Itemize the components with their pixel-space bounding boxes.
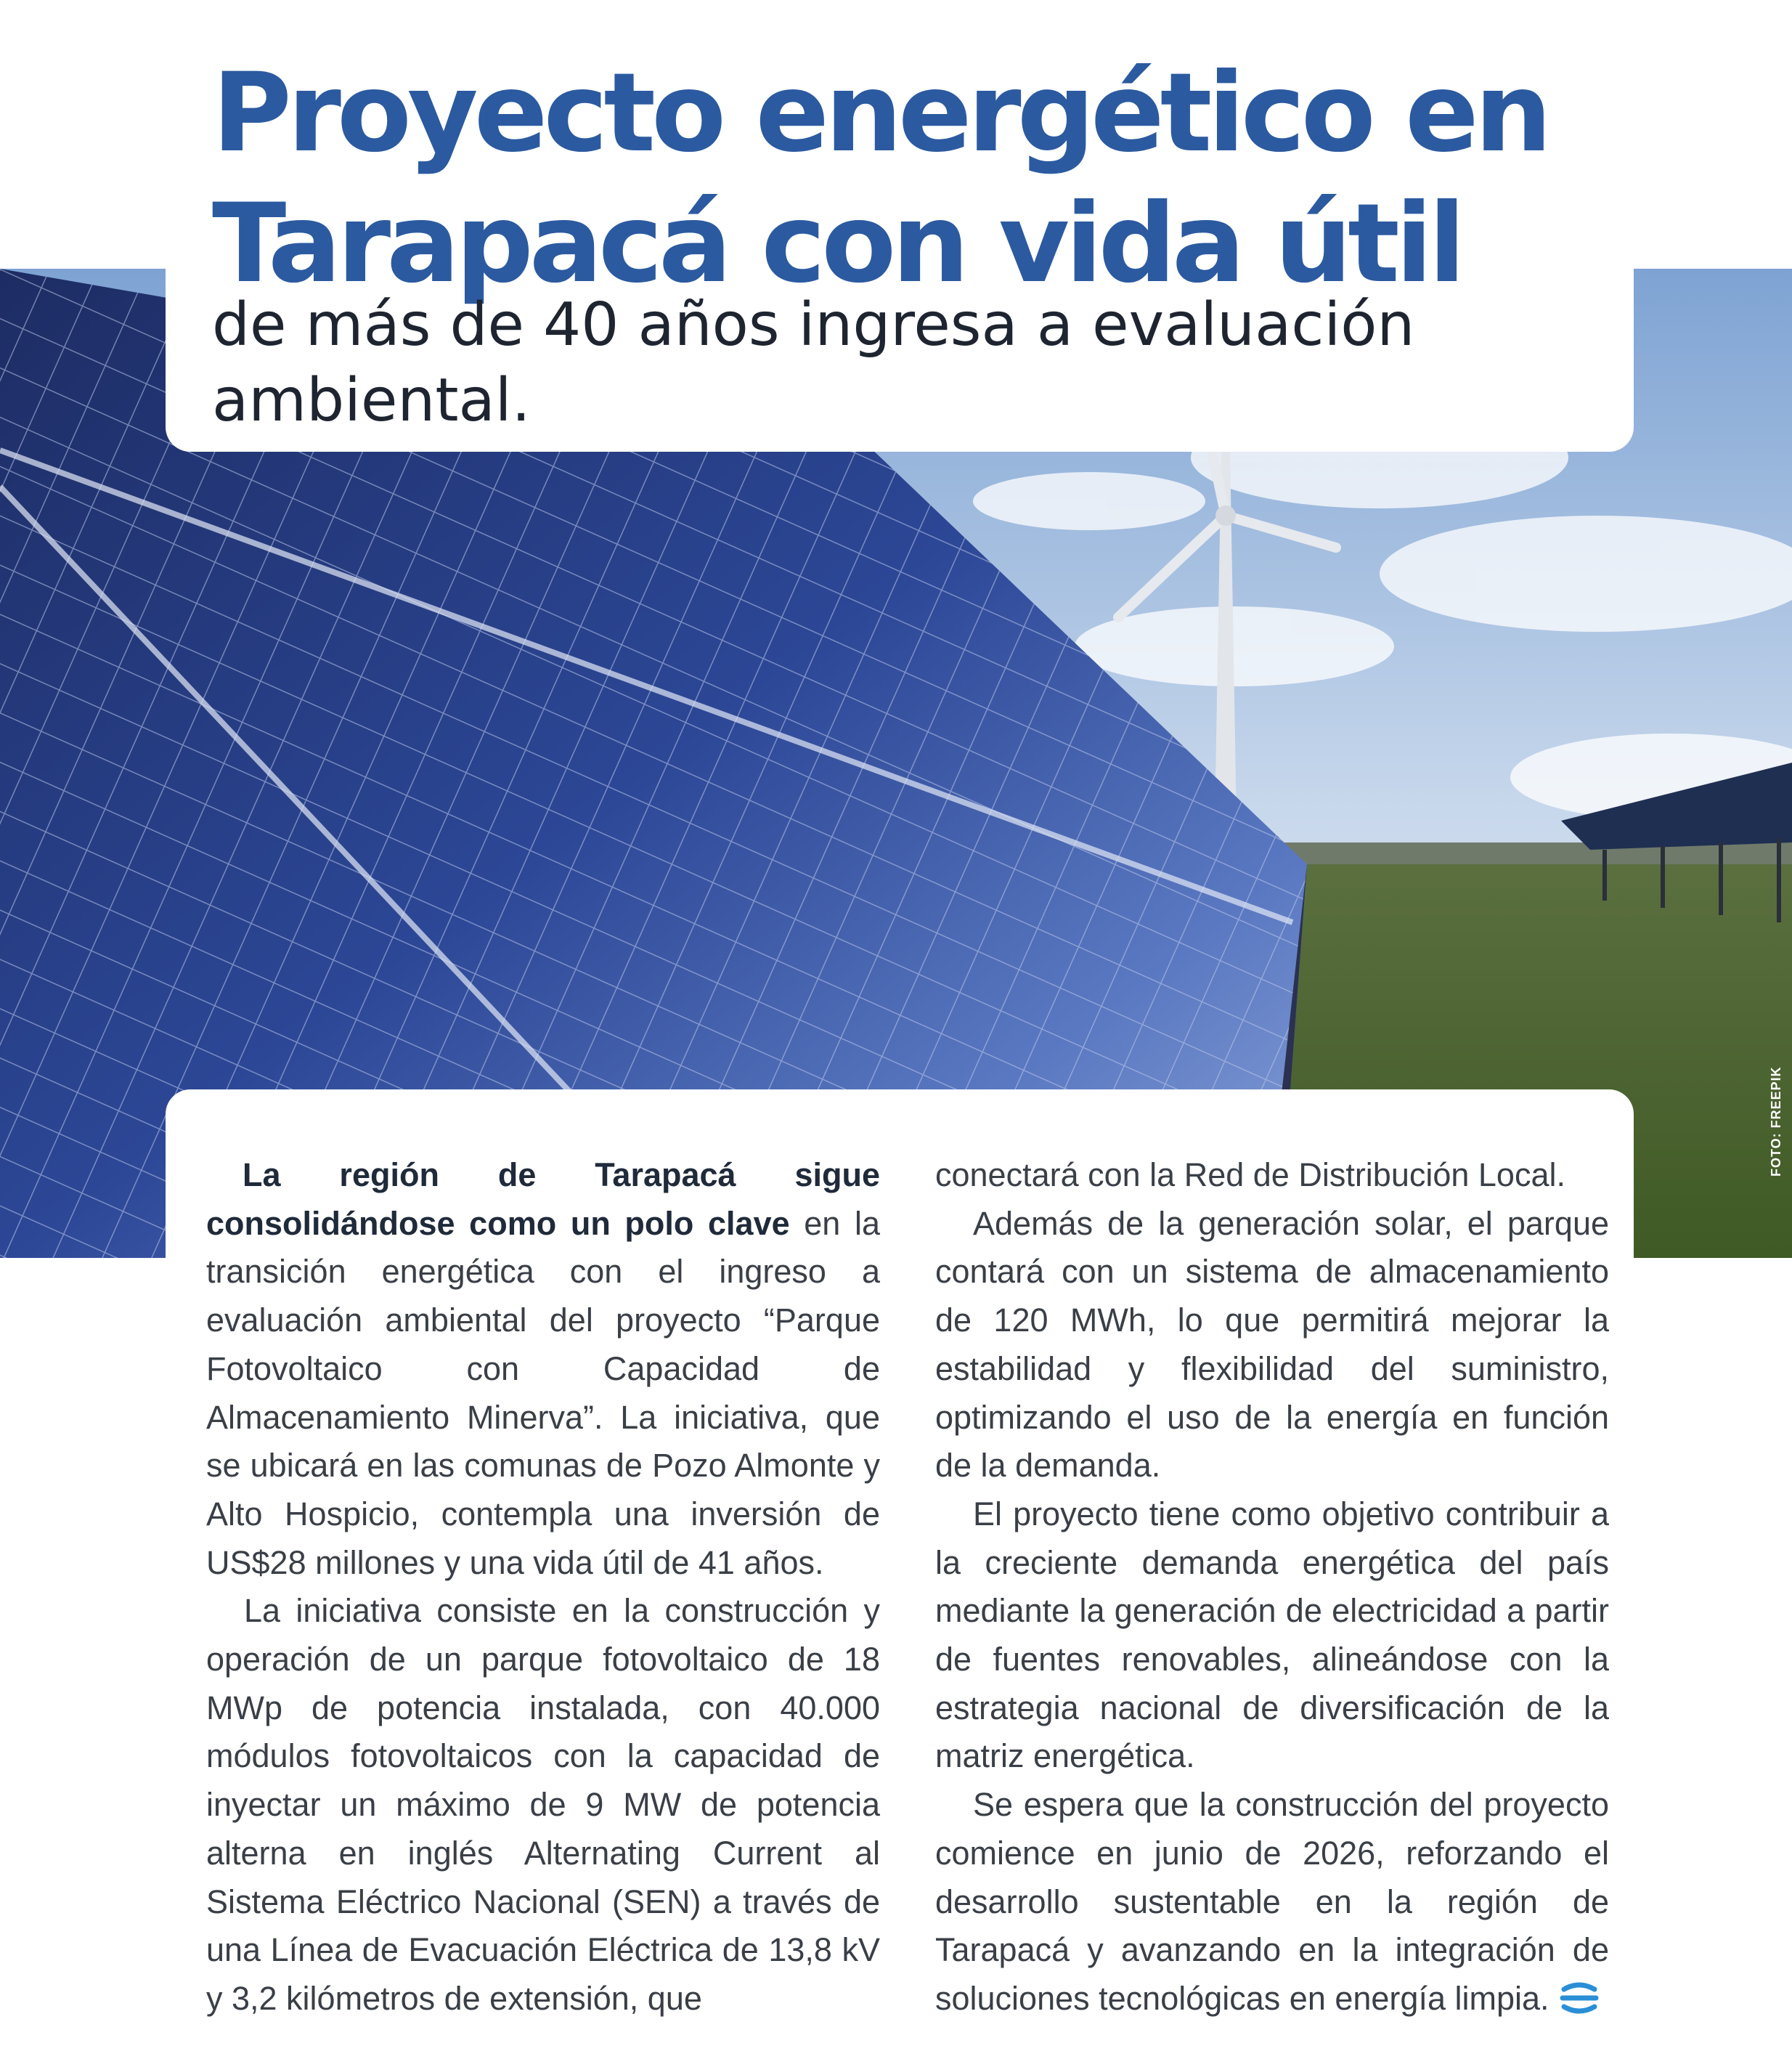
paragraph-5 bbox=[935, 1781, 1609, 2023]
article-column-left bbox=[206, 1151, 880, 2023]
paragraph-1 bbox=[206, 1151, 880, 1587]
paragraph-5-text: Se espera que la construcción del proyecto comience en junio de 2026, reforzando el desarrollo sustentable en la región de Tarapacá y avanzando en la integración de soluciones tecnológicas en energía limpia. bbox=[935, 1786, 1609, 2017]
lead-bold-text: La región de Tarapacá sigue consolidándose como un polo clave bbox=[206, 1156, 880, 1242]
end-of-article-icon bbox=[1560, 1982, 1599, 2014]
paragraph-2-continued: conectará con la Red de Distribución Local. bbox=[935, 1156, 1565, 1193]
paragraph-2: La iniciativa consiste en la construcción y operación de un parque fotovoltaico de 18 MWp de potencia instalada, con 40.000 módulos fotovoltaicos con la capacidad de inyectar un máximo de 9 MW de potencia alterna en inglés Alternating Current al Sistema Eléctrico Nacional (SEN) a través de una Línea de Evacuación Eléctrica de 13,8 kV y 3,2 kilómetros de extensión, que bbox=[206, 1592, 880, 2017]
subheadline: de más de 40 años ingresa a evaluación ambiental. bbox=[212, 291, 1415, 435]
paragraph-4: El proyecto tiene como objetivo contribuir a la creciente demanda energética del país mediante la generación de electricidad a partir de fuentes renovables, alineándose con la estrategia nacional de diversificación de la matriz energética. bbox=[935, 1495, 1609, 1775]
paragraph-1-text: en la transición energética con el ingreso a evaluación ambiental del proyecto “Parque Fotovoltaico con Capacidad de Almacenamiento Minerva”. La iniciativa, que se ubicará en las comunas de Pozo Almonte y Alto Hospicio, contempla una inversión de US$28 millones y una vida útil de 41 años. bbox=[206, 1204, 880, 1581]
article-column-right bbox=[935, 1151, 1609, 2023]
paragraph-3: Además de la generación solar, el parque contará con un sistema de almacenamiento de 120 MWh, lo que permitirá mejorar la estabilidad y flexibilidad del suministro, optimizando el uso de la energía en función de la demanda. bbox=[935, 1204, 1609, 1485]
headline: Proyecto energético en Tarapacá con vida útil bbox=[212, 50, 1548, 307]
photo-credit: FOTO: FREEPIK bbox=[1769, 1066, 1783, 1177]
